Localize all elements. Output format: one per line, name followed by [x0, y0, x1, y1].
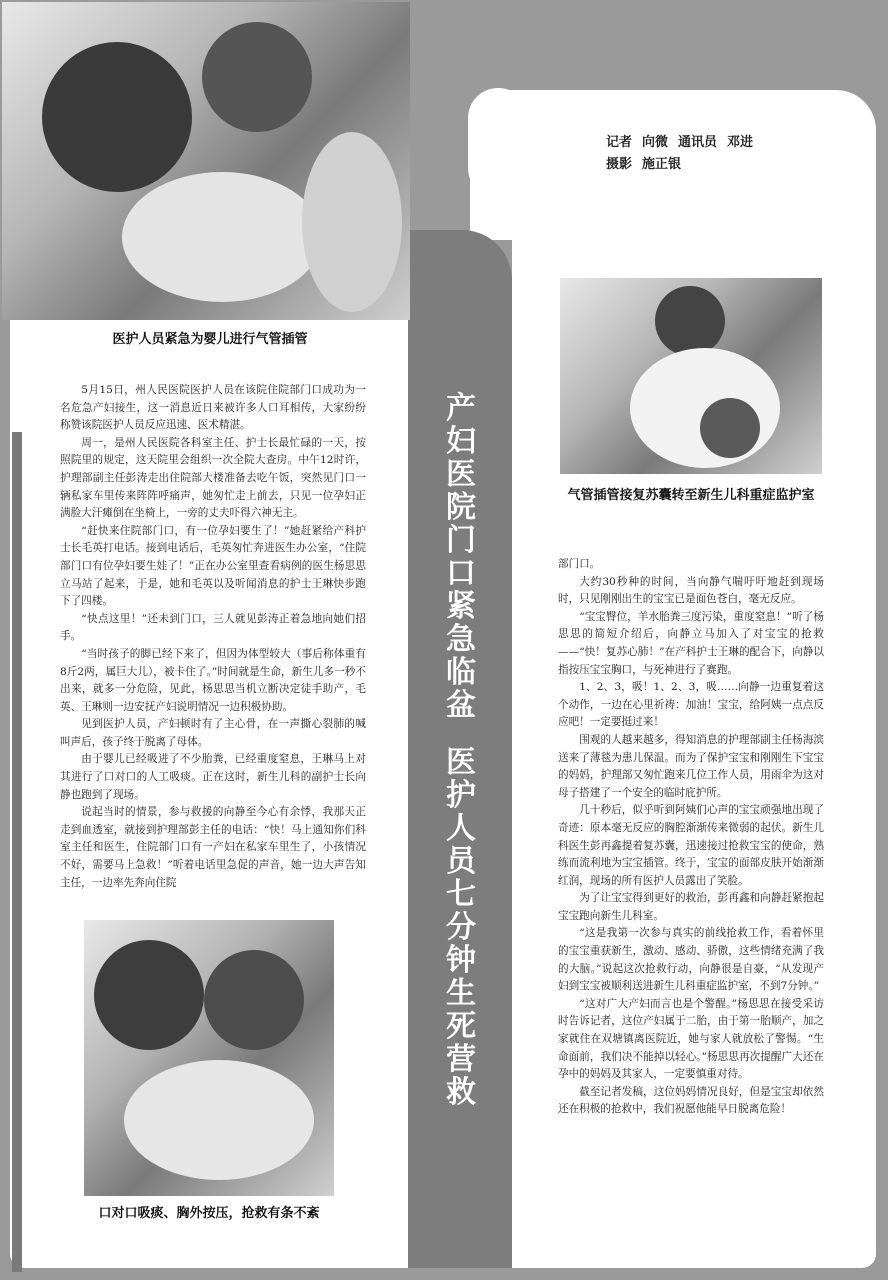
headline — [438, 392, 484, 1109]
paragraph: 几十秒后，似乎听到阿姨们心声的宝宝顽强地出现了奇迹：原本毫无反应的胸腔渐渐传来微弱的起伏。新生儿科医生彭再鑫提着复苏囊，迅速接过抢救宝宝的使命，熟练而流利地为宝宝插管。终于，宝宝的面部皮肤开始渐渐红润，现场的所有医护人员露出了笑脸。 — [558, 804, 824, 887]
byline-reporters — [606, 132, 856, 154]
paragraph: 部门口。 — [558, 558, 601, 570]
photo-figure — [655, 286, 725, 356]
reporter-label: 记者 — [606, 135, 633, 150]
correspondent-name: 邓进 — [727, 135, 754, 150]
photo-label: 摄影 — [606, 157, 633, 172]
caption-right: 气管插管接复苏囊转至新生儿科重症监护室 — [567, 488, 815, 503]
photo-figure — [42, 42, 192, 192]
headline-part2: 医护人员七分钟生死营救 — [446, 745, 476, 1110]
photo-figure — [204, 950, 304, 1050]
left-edge-bar — [12, 432, 22, 1272]
byline — [606, 132, 856, 176]
article-right-column — [558, 556, 824, 1119]
paragraph: 见到医护人员，产妇顿时有了主心骨，在一声撕心裂肺的喊叫声后，孩子终于脱离了母体。 — [60, 718, 366, 748]
paragraph: 说起当时的情景，参与救援的向静至今心有余悸，我那天正走到血透室，就接到护理部彭主任的电话：“快！马上通知你们科室主任和医生，住院部门口有一产妇在私家车里生了，小孩情况不好，需要马上急救！”听着电话里急促的声音，她一边大声告知主任，一边率先奔向住院 — [60, 806, 366, 889]
paragraph: 1、2、3，吸！1、2、3，吸……向静一边重复着这个动作，一边在心里祈祷：加油！宝宝，给阿姨一点点反应吧！一定要挺过来！ — [558, 681, 824, 729]
caption-bottom-left: 口对口吸痰、胸外按压，抢救有条不紊 — [98, 1206, 320, 1221]
reporter-name: 向微 — [642, 135, 669, 150]
photo-transfer — [560, 278, 822, 474]
paragraph: “这对广大产妇而言也是个警醒。”杨思思在接受采访时告诉记者，这位产妇属于二胎，由于第一胎顺产，加之家就住在双塘镇离医院近，她与家人就放松了警惕。“生命面前，我们决不能掉以轻心。”杨思思再次提醒广大还在孕中的妈妈及其家人，一定要慎重对待。 — [558, 997, 824, 1081]
paragraph: 大约30秒种的时间，当向静气喘吁吁地赶到现场时，只见刚刚出生的宝宝已是面色苍白，毫无反应。 — [558, 575, 824, 606]
caption-top-left: 医护人员紧急为婴儿进行气管插管 — [112, 332, 308, 347]
paragraph: “当时孩子的脚已经下来了，但因为体型较大（事后称体重有8斤2两，属巨大儿），被卡住了。”时间就是生命，新生儿多一秒不出来，就多一分危险，见此，杨思思当机立断决定徒手助产，毛英、王琳则一边安抚产妇说明情况一边积极协助。 — [60, 647, 366, 713]
photo-resuscitation — [84, 920, 334, 1196]
photo-figure — [122, 172, 322, 302]
headline-part1: 产妇医院门口紧急临盆 — [446, 391, 476, 723]
photo-intubation — [2, 2, 410, 320]
paragraph: 由于婴儿已经吸进了不少胎粪，已经重度窒息，王琳马上对其进行了口对口的人工吸痰。正在这时，新生儿科的副护士长向静也跑到了现场。 — [60, 753, 366, 801]
headline-strip-top — [408, 230, 512, 340]
paper-thumb-tip — [468, 88, 528, 198]
paragraph: 围观的人越来越多，得知消息的护理部副主任杨海滨送来了薄毯为患儿保温。而为了保护宝宝和刚刚生下宝宝的妈妈，护理部又匆忙跑来几位工作人员，用雨伞为这对母子搭建了一个安全的临时庇护所。 — [558, 733, 824, 799]
paragraph: “这是我第一次参与真实的前线抢救工作，看着怀里的宝宝重获新生，激动、感动、骄傲，这些情绪充满了我的大脑。”说起这次抢救行动，向静很是自豪，“从发现产妇到宝宝被顺利送进新生儿科重症监护室，不到7分钟。” — [558, 927, 824, 993]
photo-figure — [700, 398, 760, 458]
photo-figure — [302, 132, 402, 312]
headline-gap — [438, 722, 484, 746]
paragraph: 周一，是州人民医院各科室主任、护士长最忙碌的一天，按照院里的规定，这天院里会组织一次全院大查房。中午12时许，护理部副主任彭涛走出住院部大楼准备去吃午饭，突然见门口一辆私家车里传来阵阵呼痛声，她匆忙走上前去，只见一位孕妇正满脸大汗瘫倒在坐椅上，一旁的丈夫吓得六神无主。 — [60, 436, 366, 520]
paragraph: 为了让宝宝得到更好的救治，彭再鑫和向静赶紧抱起宝宝跑向新生儿科室。 — [558, 892, 824, 922]
correspondent-label: 通讯员 — [678, 135, 718, 150]
photo-figure — [630, 348, 780, 468]
article-left-column — [60, 382, 366, 892]
photo-figure — [94, 940, 204, 1050]
photographer-name: 施正银 — [642, 157, 682, 172]
photo-figure — [202, 22, 312, 132]
photo-figure — [124, 1060, 314, 1180]
byline-photographer — [606, 154, 856, 176]
paragraph: 截至记者发稿，这位妈妈情况良好，但是宝宝却依然还在积极的抢救中，我们祝愿他能早日脱离危险！ — [558, 1085, 824, 1116]
paragraph: “快点这里！”还未到门口，三人就见彭涛正着急地向她们招手。 — [60, 612, 366, 643]
paragraph: “赶快来住院部门口，有一位孕妇要生了！”她赶紧给产科护士长毛英打电话。接到电话后，毛英匆忙奔进医生办公室，“住院部门口有位孕妇要生娃了！”正在办公室里查看病例的医生杨思思立马站了起来，于是，她和毛英以及听闻消息的护士王琳快步跑下了四楼。 — [60, 524, 366, 608]
paragraph: 5月15日，州人民医院医护人员在该院住院部门口成功为一名危急产妇接生，这一消息近日来被许多人口耳相传，大家纷纷称赞该院医护人员反应迅速、医术精湛。 — [60, 384, 366, 432]
paragraph: “宝宝臀位，羊水胎粪三度污染，重度窒息！”听了杨思思的简短介绍后，向静立马加入了对宝宝的抢救——“快！复苏心肺！”在产科护士王琳的配合下，向静以指按压宝宝胸口，与死神进行了赛跑。 — [558, 610, 824, 676]
